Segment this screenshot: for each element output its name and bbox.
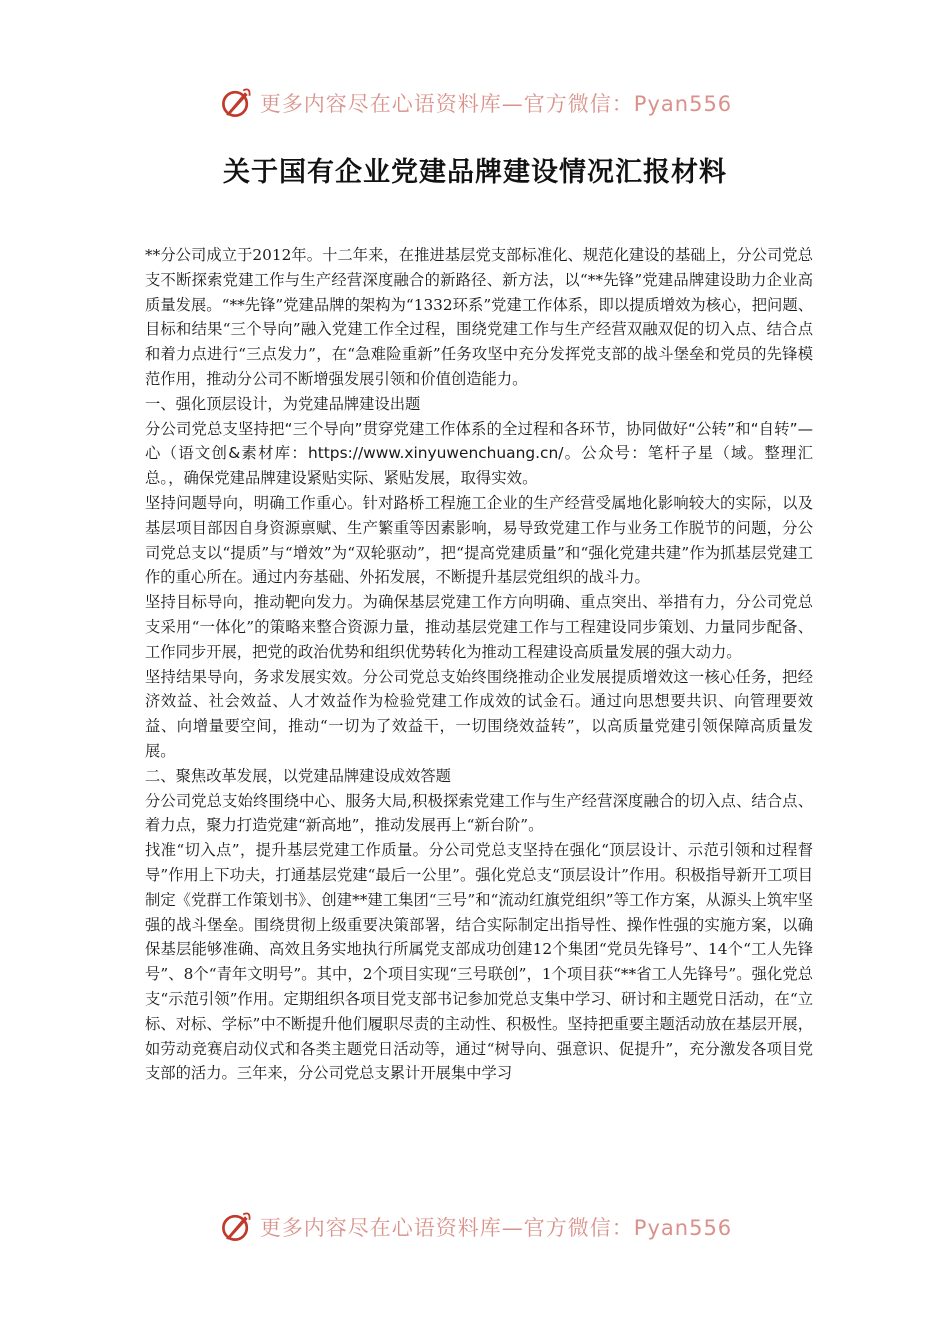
document-body <box>145 243 813 1086</box>
section-heading-2: 二、聚焦改革发展，以党建品牌建设成效答题 <box>145 766 451 785</box>
quill-logo-icon <box>218 85 254 121</box>
watermark-text: 更多内容尽在心语资料库—官方微信：Pyan556 <box>259 92 733 116</box>
paragraph-problem-oriented: 坚持问题导向，明确工作重心。针对路桥工程施工企业的生产经营受属地化影响较大的实际，以及基层项目部因自身资源禀赋、生产繁重等因素影响，易导致党建工作与业务工作脱节的问题，分公司党总支以“提质”与“增效”为“双轮驱动”，把“提高党建质量”和“强化党建共建”作为抓基层党建工作的重心所在。通过内夯基础、外拓发展，不断提升基层党组织的战斗力。 <box>145 493 813 587</box>
paragraph-intro: **分公司成立于2012年。十二年来，在推进基层党支部标准化、规范化建设的基础上，分公司党总支不断探索党建工作与生产经营深度融合的新路径、新方法，以“**先锋”党建品牌建设助力企业高质量发展。“**先锋”党建品牌的架构为“1332环系”党建工作体系，即以提质增效为核心，把问题、目标和结果“三个导向”融入党建工作全过程，围绕党建工作与生产经营双融双促的切入点、结合点和着力点进行“三点发力”，在“急难险重新”任务攻坚中充分发挥党支部的战斗堡垒和党员的先锋模范作用，推动分公司不断增强发展引领和价值创造能力。 <box>145 246 813 388</box>
paragraph-reform: 分公司党总支始终围绕中心、服务大局,积极探索党建工作与生产经营深度融合的切入点、结合点、着力点，聚力打造党建“新高地”，推动发展再上“新台阶”。 <box>145 791 813 835</box>
paragraph-goal-oriented: 坚持目标导向，推动靶向发力。为确保基层党建工作方向明确、重点突出、举措有力，分公司党总支采用“一体化”的策略来整合资源力量，推动基层党建工作与工程建设同步策划、力量同步配备、工作同步开展，把党的政治优势和组织优势转化为推动工程建设高质量发展的强大动力。 <box>145 593 813 661</box>
watermark-text: 更多内容尽在心语资料库—官方微信：Pyan556 <box>259 1216 733 1240</box>
watermark-banner-bottom <box>0 1207 950 1247</box>
watermark-banner-top <box>0 83 950 123</box>
paragraph-result-oriented: 坚持结果导向，务求发展实效。分公司党总支始终围绕推动企业发展提质增效这一核心任务，把经济效益、社会效益、人才效益作为检验党建工作成效的试金石。通过向思想要共识、向管理要效益、向增量要空间，推动“一切为了效益干，一切围绕效益转”，以高质量党建引领保障高质量发展。 <box>145 667 813 760</box>
section-heading-1: 一、强化顶层设计，为党建品牌建设出题 <box>145 394 421 413</box>
paragraph-guidance: 分公司党总支坚持把“三个导向”贯穿党建工作体系的全过程和各环节，协同做好“公转”和“自转”—心（语文创&素材库：https://www.xinyuwenchuang.cn/。公众号：笔杆子星（域。整理汇总。，确保党建品牌建设紧贴实际、紧贴发展，取得实效。 <box>145 419 813 488</box>
quill-logo-icon <box>218 1209 254 1245</box>
paragraph-entry-point: 找准“切入点”，提升基层党建工作质量。分公司党总支坚持在强化“顶层设计、示范引领和过程督导”作用上下功夫，打通基层党建“最后一公里”。强化党总支“顶层设计”作用。积极指导新开工项目制定《党群工作策划书》、创建**建工集团“三号”和“流动红旗党组织”等工作方案，从源头上筑牢坚强的战斗堡垒。围绕贯彻上级重要决策部署，结合实际制定出指导性、操作性强的实施方案，以确保基层能够准确、高效且务实地执行所属党支部成功创建12个集团“党员先锋号”、14个“工人先锋号”、8个“青年文明号”。其中，2个项目实现“三号联创”，1个项目获“**省工人先锋号”。强化党总支“示范引领”作用。定期组织各项目党支部书记参加党总支集中学习、研讨和主题党日活动，在“立标、对标、学标”中不断提升他们履职尽责的主动性、积极性。坚持把重要主题活动放在基层开展，如劳动竞赛启动仪式和各类主题党日活动等，通过“树导向、强意识、促提升”，充分激发各项目党支部的活力。三年来，分公司党总支累计开展集中学习 <box>145 841 813 1083</box>
document-title: 关于国有企业党建品牌建设情况汇报材料 <box>223 157 727 188</box>
